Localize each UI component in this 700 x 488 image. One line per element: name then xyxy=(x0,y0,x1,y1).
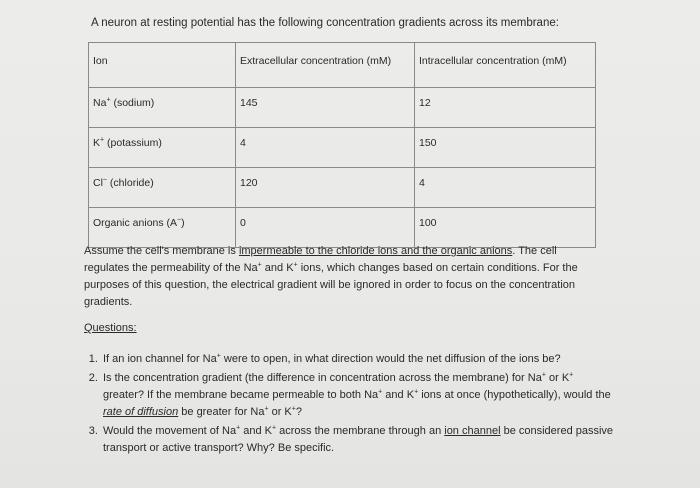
plus-sup: + xyxy=(216,352,221,360)
q-text: Is the concentration gradient (the difference in concentration across the membrane) for Na xyxy=(103,372,542,384)
plus-sup: + xyxy=(293,261,298,269)
ion-charge: − xyxy=(102,176,108,184)
q-text: be considered passive transport or active transport? Why? Be specific. xyxy=(103,425,614,454)
ion-cell xyxy=(89,128,236,168)
para-text: ions, which changes based on certain conditions. For the purposes of this question, the electrical gradient will be ignored in order to focus on the concentration gradients. xyxy=(84,262,578,308)
q-text: and K xyxy=(382,389,415,401)
ion-charge: + xyxy=(106,96,111,104)
question-2 xyxy=(101,370,616,421)
concentration-table xyxy=(88,42,596,248)
para-text: Assume the cell's membrane is xyxy=(84,245,239,257)
intracellular-value: 150 xyxy=(415,128,596,168)
extracellular-value: 4 xyxy=(236,128,415,168)
plus-sup: + xyxy=(378,388,383,396)
questions-list xyxy=(84,351,616,459)
ion-cell xyxy=(89,168,236,208)
table-row xyxy=(89,88,596,128)
ion-symbol: Na xyxy=(93,97,107,109)
ion-name: (potassium) xyxy=(104,137,162,149)
rate-of-diffusion-emphasis: rate of diffusion xyxy=(103,406,179,418)
table-row xyxy=(89,128,596,168)
q-text: If an ion channel for Na xyxy=(103,353,217,365)
header-intracellular: Intracellular concentration (mM) xyxy=(415,43,596,88)
plus-sup: + xyxy=(236,424,241,432)
ion-name: ) xyxy=(181,217,185,229)
impermeable-emphasis: impermeable to the chloride ions and the organic anions xyxy=(238,245,513,257)
intracellular-value: 100 xyxy=(415,208,596,248)
q-text: were to open, in what direction would the net diffusion of the ions be? xyxy=(220,353,561,365)
ion-cell xyxy=(89,88,236,128)
q-text: ions at once (hypothetically), would the xyxy=(418,389,611,401)
extracellular-value: 0 xyxy=(236,208,415,248)
intracellular-value: 4 xyxy=(415,168,596,208)
para-text: and K xyxy=(261,262,294,274)
intracellular-value: 12 xyxy=(415,88,596,128)
question-1 xyxy=(101,351,616,368)
table-row xyxy=(89,168,596,208)
question-3 xyxy=(101,423,616,457)
ion-name: (sodium) xyxy=(110,97,155,109)
assumption-paragraph xyxy=(84,243,604,311)
ion-channel-emphasis: ion channel xyxy=(444,425,501,437)
table-row xyxy=(89,208,596,248)
plus-sup: + xyxy=(541,371,546,379)
plus-sup: + xyxy=(291,405,296,413)
intro-text: A neuron at resting potential has the following concentration gradients across its membrane: xyxy=(91,17,559,29)
ion-name: (chloride) xyxy=(107,177,154,189)
ion-charge: − xyxy=(177,216,182,224)
table-header-row xyxy=(89,43,596,88)
q-text: Would the movement of Na xyxy=(103,425,237,437)
q-text: ? xyxy=(295,406,302,418)
plus-sup: + xyxy=(272,424,277,432)
plus-sup: + xyxy=(257,261,262,269)
q-text: be greater for Na xyxy=(178,406,265,418)
ion-charge: + xyxy=(100,136,105,144)
q-text: across the membrane through an xyxy=(276,425,445,437)
q-text: greater? If the membrane became permeable to both Na xyxy=(103,389,379,401)
ion-cell xyxy=(89,208,236,248)
ion-symbol: K xyxy=(93,137,101,149)
ion-symbol: Cl xyxy=(93,177,103,189)
q-text: or K xyxy=(268,406,292,418)
para-text: . The cell regulates the permeability of the Na xyxy=(84,245,557,274)
plus-sup: + xyxy=(264,405,269,413)
header-ion: Ion xyxy=(89,43,236,88)
plus-sup: + xyxy=(569,371,574,379)
q-text: or K xyxy=(545,372,570,384)
ion-symbol: Organic anions (A xyxy=(93,217,178,229)
plus-sup: + xyxy=(414,388,419,396)
questions-heading: Questions: xyxy=(84,322,137,334)
extracellular-value: 145 xyxy=(236,88,415,128)
q-text: and K xyxy=(240,425,272,437)
header-extracellular: Extracellular concentration (mM) xyxy=(236,43,415,88)
extracellular-value: 120 xyxy=(236,168,415,208)
